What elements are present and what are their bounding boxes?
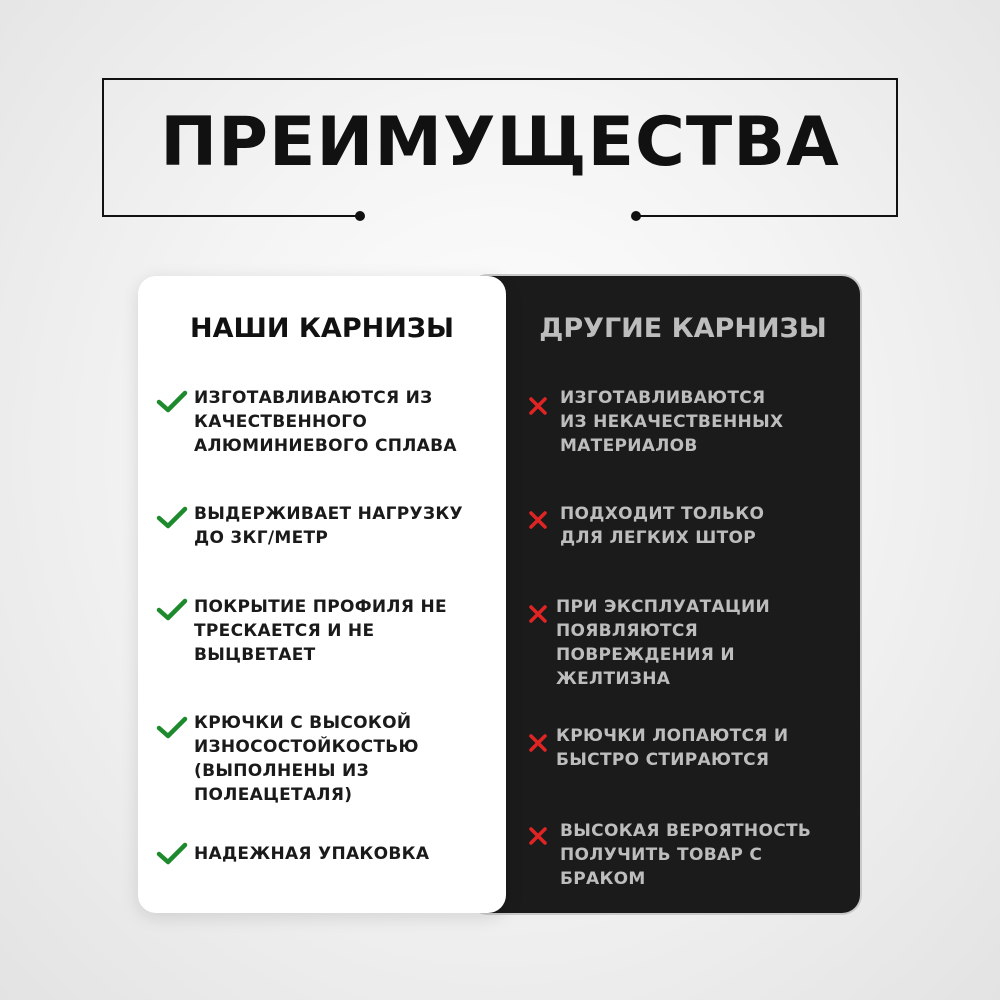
cross-icon xyxy=(528,826,548,846)
cross-icon xyxy=(528,510,548,530)
other-drawback-item: КРЮЧКИ ЛОПАЮТСЯ И БЫСТРО СТИРАЮТСЯ xyxy=(556,726,789,770)
other-drawback-item: ИЗГОТАВЛИВАЮТСЯ ИЗ НЕКАЧЕСТВЕННЫХ МАТЕРИАЛОВ xyxy=(560,388,784,456)
cross-icon xyxy=(528,604,548,624)
check-icon xyxy=(156,842,188,866)
page-title: ПРЕИМУЩЕСТВА xyxy=(160,103,840,182)
title-frame-line-right xyxy=(636,215,898,217)
our-cornices-heading: НАШИ КАРНИЗЫ xyxy=(190,313,454,344)
title-frame-dot-right xyxy=(631,211,641,221)
other-drawback-item: ВЫСОКАЯ ВЕРОЯТНОСТЬ ПОЛУЧИТЬ ТОВАР С БРАКОМ xyxy=(560,821,812,889)
our-advantage-item: ВЫДЕРЖИВАЕТ НАГРУЗКУ ДО 3КГ/МЕТР xyxy=(194,504,463,548)
cross-icon xyxy=(528,396,548,416)
check-icon xyxy=(156,716,188,740)
check-icon xyxy=(156,598,188,622)
our-advantage-item: НАДЕЖНАЯ УПАКОВКА xyxy=(194,844,430,864)
our-advantage-item: ПОКРЫТИЕ ПРОФИЛЯ НЕ ТРЕСКАЕТСЯ И НЕ ВЫЦВЕТАЕТ xyxy=(194,597,447,665)
title-frame-line-left xyxy=(102,215,360,217)
other-cornices-heading: ДРУГИЕ КАРНИЗЫ xyxy=(539,313,827,344)
cross-icon xyxy=(528,733,548,753)
title-frame-dot-left xyxy=(355,211,365,221)
check-icon xyxy=(156,390,188,414)
check-icon xyxy=(156,506,188,530)
other-drawback-item: ПОДХОДИТ ТОЛЬКО ДЛЯ ЛЕГКИХ ШТОР xyxy=(560,504,765,548)
our-advantage-item: ИЗГОТАВЛИВАЮТСЯ ИЗ КАЧЕСТВЕННОГО АЛЮМИНИЕВОГО СПЛАВА xyxy=(194,388,457,456)
other-drawback-item: ПРИ ЭКСПЛУАТАЦИИ ПОЯВЛЯЮТСЯ ПОВРЕЖДЕНИЯ И ЖЕЛТИЗНА xyxy=(556,597,771,689)
our-advantage-item: КРЮЧКИ С ВЫСОКОЙ ИЗНОСОСТОЙКОСТЬЮ (ВЫПОЛНЕНЫ ИЗ ПОЛЕАЦЕТАЛЯ) xyxy=(194,713,419,805)
